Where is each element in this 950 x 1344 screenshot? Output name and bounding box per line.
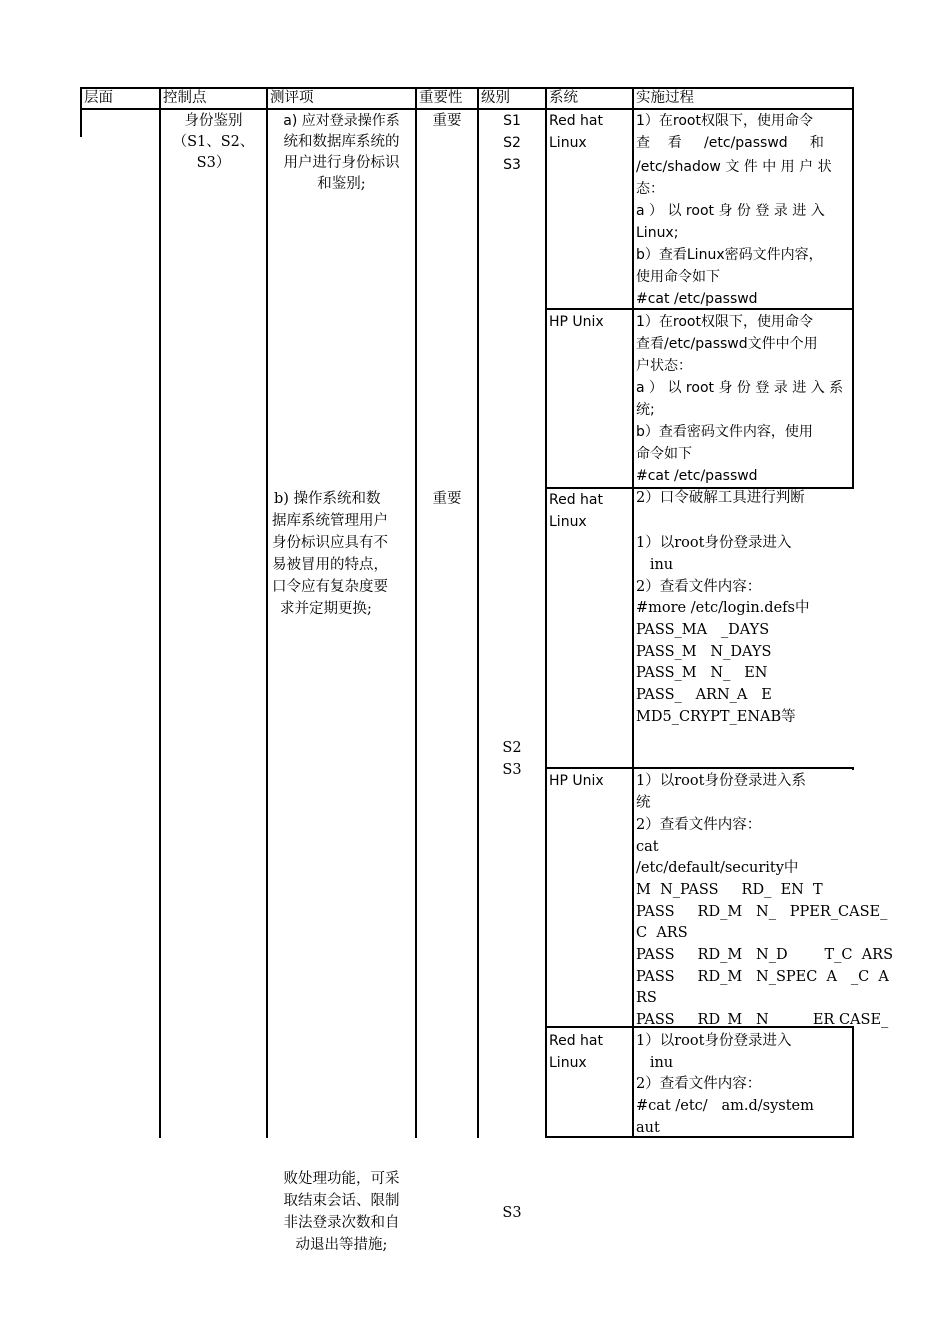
proc-4-line-11: RS: [636, 990, 657, 1006]
proc-3-line-7: PASS_MA _DAYS: [636, 622, 770, 638]
system-4-line-1: HP Unix: [549, 773, 604, 789]
proc-4-line-6: M N_PASS RD_ EN T: [636, 882, 823, 898]
proc-2-line-1: 1）在root权限下，使用命令: [636, 314, 813, 330]
item-a-importance: 重要: [432, 113, 462, 129]
col-line-2: [266, 87, 268, 1138]
proc-2-line-5: 统;: [636, 402, 655, 418]
item-b-line-2: 据库系统管理用户: [272, 513, 388, 529]
proc-4-line-5: /etc/default/security中: [636, 860, 799, 876]
proc-3-line-8: PASS_M N_DAYS: [636, 644, 772, 660]
proc-2-line-2: 查看/etc/passwd文件中个用: [636, 336, 818, 352]
proc-4-line-9: PASS RD_M N_D T_C ARS: [636, 947, 894, 963]
item-b-line-5: 口令应有复杂度要: [272, 579, 388, 595]
system-5-line-2: Linux: [549, 1055, 587, 1071]
item-b-line-6: 求并定期更换;: [280, 601, 372, 617]
proc-2-line-4: a ） 以 root 身 份 登 录 进 入 系: [636, 380, 844, 396]
item-a-line-1: a) 应对登录操作系: [283, 113, 400, 129]
item-c-line-1: 败处理功能，可采: [283, 1171, 400, 1187]
item-a-level-1: S1: [503, 113, 521, 129]
proc-4-line-10: PASS RD_M N_SPEC A _C A: [636, 969, 889, 985]
item-a-line-3: 用户进行身份标识: [283, 155, 400, 171]
proc-1-line-9: #cat /etc/passwd: [636, 291, 758, 307]
col-line-3: [415, 87, 417, 1138]
proc-3-line-11: MD5_CRYPT_ENAB等: [636, 709, 796, 725]
proc-2-line-3: 户状态：: [636, 358, 692, 374]
item-b-line-4: 易被冒用的特点，: [272, 557, 388, 573]
item-a-line-2: 统和数据库系统的: [283, 134, 400, 150]
row-line-5: [545, 1136, 854, 1138]
proc-3-line-10: PASS_ ARN_A E: [636, 687, 772, 703]
proc-1-line-4: 态：: [636, 181, 664, 197]
col-line-5: [545, 87, 547, 1138]
item-c-line-3: 非法登录次数和自: [283, 1215, 400, 1231]
col-line-1: [159, 87, 161, 1138]
header-procedure: 实施过程: [636, 90, 694, 106]
proc-5-line-4: #cat /etc/ am.d/system: [636, 1098, 814, 1114]
proc-4-line-3: 2）查看文件内容：: [636, 817, 762, 833]
proc-3-line-4: inu: [636, 557, 674, 573]
proc-5-line-2: inu: [636, 1055, 674, 1071]
proc-3-line-1: 2）口令破解工具进行判断: [636, 490, 805, 506]
col-line-0: [80, 87, 82, 137]
proc-1-line-5: a ） 以 root 身 份 登 录 进 入: [636, 203, 825, 219]
header-control-point: 控制点: [163, 90, 207, 106]
proc-2-line-6: b）查看密码文件内容，使用: [636, 424, 813, 440]
proc-5-line-5: aut: [636, 1120, 660, 1136]
item-b-line-1: b) 操作系统和数: [274, 491, 381, 507]
system-1-line-1: Red hat: [549, 113, 603, 129]
proc-4-line-8: C ARS: [636, 925, 688, 941]
item-b-level-1: S2: [502, 740, 522, 756]
proc-3-line-9: PASS_M N_ EN: [636, 665, 768, 681]
item-a-level-3: S3: [503, 157, 521, 173]
proc-3-line-5: 2）查看文件内容：: [636, 579, 762, 595]
header-layer: 层面: [84, 90, 113, 106]
proc-4-line-2: 统: [636, 795, 651, 811]
col-line-7c: [852, 1027, 854, 1138]
item-c-line-2: 取结束会话、限制: [283, 1193, 400, 1209]
control-point-levels-2: S3）: [196, 155, 231, 171]
system-1-line-2: Linux: [549, 135, 587, 151]
item-a-level-2: S2: [503, 135, 521, 151]
proc-1-line-8: 使用命令如下: [636, 269, 720, 285]
item-b-importance: 重要: [432, 491, 462, 507]
proc-4-line-7: PASS RD_M N_ PPER_CASE_: [636, 904, 888, 920]
item-c-line-4: 动退出等措施;: [295, 1237, 388, 1253]
proc-3-line-3: 1）以root身份登录进入: [636, 535, 792, 551]
col-line-4: [477, 87, 479, 1138]
col-line-6: [632, 87, 634, 1138]
header-system: 系统: [549, 90, 578, 106]
proc-1-line-3: /etc/shadow 文 件 中 用 户 状: [636, 159, 832, 175]
system-5-line-1: Red hat: [549, 1033, 603, 1049]
proc-5-line-1: 1）以root身份登录进入: [636, 1033, 792, 1049]
header-test-item: 测评项: [270, 90, 314, 106]
system-3-line-1: Red hat: [549, 492, 603, 508]
item-b-line-3: 身份标识应具有不: [272, 535, 388, 551]
system-3-line-2: Linux: [549, 514, 587, 530]
row-line-3: [545, 767, 854, 769]
system-2-line-1: HP Unix: [549, 314, 604, 330]
proc-1-line-2: 查 看 /etc/passwd 和: [636, 135, 824, 151]
proc-1-line-1: 1）在root权限下，使用命令: [636, 113, 813, 129]
proc-3-line-6: #more /etc/login.defs中: [636, 600, 810, 616]
proc-4-line-4: cat: [636, 839, 659, 855]
item-c-level: S3: [502, 1205, 522, 1221]
control-point-levels: （S1、S2、: [172, 134, 255, 150]
proc-4-line-12: PASS RD_M N_ ER CASE_: [636, 1012, 889, 1028]
proc-4-line-1: 1）以root身份登录进入系: [636, 773, 806, 789]
proc-2-line-7: 命令如下: [636, 446, 692, 462]
header-importance: 重要性: [419, 90, 463, 106]
col-line-7: [852, 87, 854, 489]
proc-1-line-6: Linux;: [636, 225, 679, 241]
item-b-level-2: S3: [502, 762, 522, 778]
control-point-name: 身份鉴别: [184, 113, 243, 129]
proc-2-line-8: #cat /etc/passwd: [636, 468, 758, 484]
header-level: 级别: [481, 90, 510, 106]
proc-1-line-7: b）查看Linux密码文件内容，: [636, 247, 823, 263]
item-a-line-4: 和鉴别;: [317, 176, 366, 192]
proc-5-line-3: 2）查看文件内容：: [636, 1076, 762, 1092]
